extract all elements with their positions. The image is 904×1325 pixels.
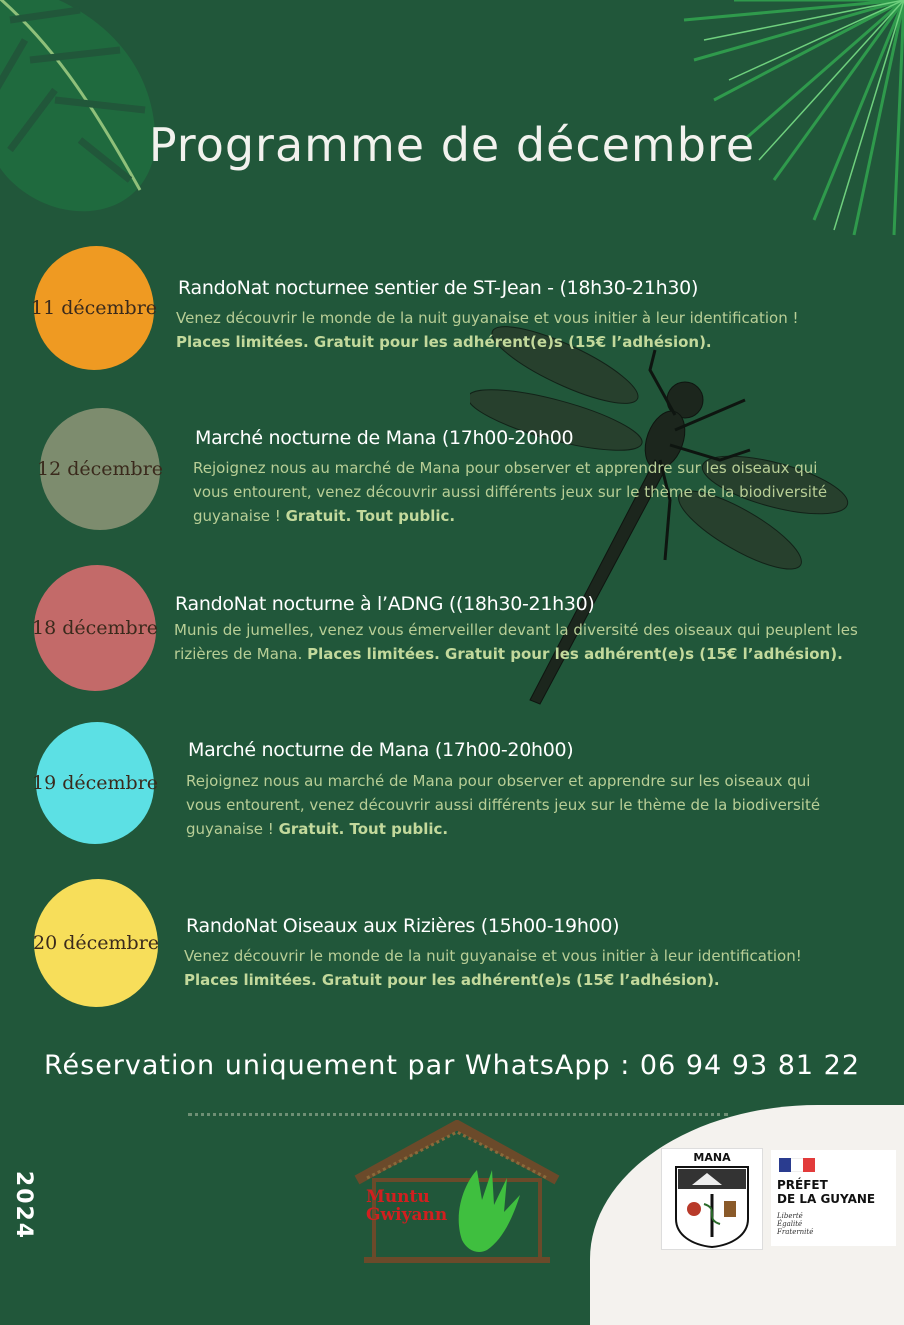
- event-description-highlight: Gratuit. Tout public.: [278, 820, 449, 838]
- event-title: RandoNat nocturne à l’ADNG ((18h30-21h30): [175, 593, 595, 615]
- prefet-guyane-logo: [771, 1150, 896, 1246]
- mana-coat-of-arms-logo: [661, 1148, 763, 1250]
- event-description-text: Venez découvrir le monde de la nuit guyanaise et vous initier à leur identification !: [176, 309, 799, 327]
- prefet-name-text: PRÉFET DE LA GUYANE: [777, 1178, 876, 1206]
- event-description: [184, 944, 874, 992]
- page-title: Programme de décembre: [148, 118, 756, 172]
- muntu-gwiyann-logo-text: Muntu Gwiyann: [366, 1187, 448, 1225]
- event-date-badge: 11 décembre: [34, 246, 154, 370]
- monstera-leaf-decoration: [0, 0, 170, 230]
- event-description: [174, 618, 864, 666]
- event-description-text: Munis de jumelles, venez vous émerveiller devant la diversité des oiseaux qui peuplent les rizières de Mana.: [174, 621, 858, 663]
- event-title: Marché nocturne de Mana (17h00-20h00): [188, 739, 574, 761]
- year-text: 2024: [11, 1170, 37, 1240]
- reservation-info: Réservation uniquement par WhatsApp : 06 94 93 81 22: [43, 1050, 861, 1081]
- mana-logo-text: MANA: [693, 1151, 731, 1164]
- event-description: [186, 769, 846, 841]
- event-description: [193, 456, 853, 528]
- year-label: [4, 1170, 44, 1240]
- event-description: [176, 306, 856, 354]
- event-date-badge: 19 décembre: [36, 722, 154, 844]
- event-description-highlight: Gratuit. Tout public.: [285, 507, 456, 525]
- event-date-badge: 20 décembre: [34, 879, 158, 1007]
- event-title: RandoNat nocturnee sentier de ST-Jean - (18h30-21h30): [178, 277, 699, 299]
- event-date-badge: 12 décembre: [40, 408, 160, 530]
- prefet-motto-text: Liberté Égalité Fraternité: [777, 1212, 814, 1236]
- french-flag-icon: [779, 1158, 815, 1172]
- event-description-highlight: Places limitées. Gratuit pour les adhérent(e)s (15€ l’adhésion).: [176, 333, 712, 351]
- shield-icon: [662, 1149, 762, 1249]
- muntu-gwiyann-logo: [352, 1120, 562, 1270]
- event-description-text: Rejoignez nous au marché de Mana pour observer et apprendre sur les oiseaux qui vous entourent, venez découvrir aussi différents jeux sur le thème de la biodiversité guyanaise !: [193, 459, 828, 525]
- event-description-highlight: Places limitées. Gratuit pour les adhérent(e)s (15€ l’adhésion).: [307, 645, 843, 663]
- event-title: Marché nocturne de Mana (17h00-20h00: [195, 427, 574, 449]
- event-description-text: Venez découvrir le monde de la nuit guyanaise et vous initier à leur identification!: [184, 947, 802, 965]
- event-title: RandoNat Oiseaux aux Rizières (15h00-19h00): [186, 915, 620, 937]
- event-date-badge: 18 décembre: [34, 565, 156, 691]
- event-description-highlight: Places limitées. Gratuit pour les adhérent(e)s (15€ l’adhésion).: [184, 971, 720, 989]
- dotted-divider: [188, 1113, 728, 1116]
- event-description-text: Rejoignez nous au marché de Mana pour observer et apprendre sur les oiseaux qui vous entourent, venez découvrir aussi différents jeux sur le thème de la biodiversité guyanaise !: [186, 772, 821, 838]
